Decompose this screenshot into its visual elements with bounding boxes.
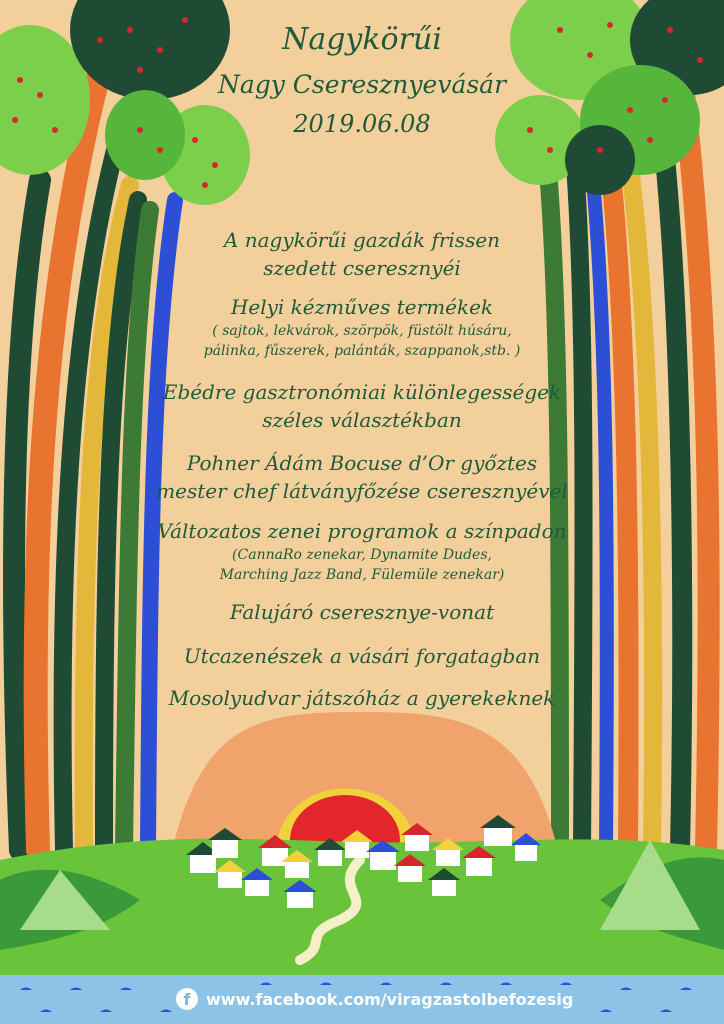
- program-item-detail: (CannaRo zenekar, Dynamite Dudes,: [232, 547, 492, 563]
- program-item-text: Utcazenészek a vásári forgatagban: [183, 644, 541, 668]
- program-item-text: A nagykörűi gazdák frissen: [223, 228, 501, 252]
- program-item-detail: ( sajtok, lekvárok, szörpök, füstölt húsáru,: [212, 323, 512, 339]
- poster-subtitle: Nagy Cseresznyevásár: [217, 70, 507, 99]
- program-item-text: Helyi kézműves termékek: [230, 295, 494, 319]
- program-item-text: Falujáró cseresznye-vonat: [229, 600, 495, 624]
- program-item: [0, 449, 724, 505]
- program-item-text: Mosolyudvar játszóház a gyerekeknek: [168, 686, 556, 710]
- event-date: 2019.06.08: [293, 110, 431, 138]
- program-item-text: Pohner Ádám Bocuse d’Or győztes: [186, 451, 538, 475]
- program-item: [0, 517, 724, 585]
- program-item: [0, 598, 724, 626]
- program-item-text: Ebédre gasztronómiai különlegességek: [162, 380, 562, 404]
- program-item-text-2: mester chef látványfőzése cseresznyével: [156, 479, 568, 503]
- facebook-url: www.facebook.com/viragzastolbefozesig: [206, 989, 574, 1009]
- program-item-text-2: széles választékban: [262, 408, 462, 432]
- program-item-detail: Marching Jazz Band, Fülemüle zenekar): [219, 567, 505, 583]
- program-item-text: Változatos zenei programok a színpadon: [157, 519, 567, 543]
- facebook-icon: f: [176, 988, 198, 1010]
- program-item-text-2: szedett cseresznyéi: [263, 256, 461, 280]
- program-item-detail: pálinka, fűszerek, palánták, szappanok,stb. ): [203, 343, 521, 359]
- poster-title: Nagykörűi: [282, 22, 442, 57]
- facebook-link[interactable]: [176, 986, 573, 1012]
- program-item: [0, 642, 724, 670]
- program-item: [0, 378, 724, 434]
- program-item: [0, 684, 724, 712]
- program-item: [0, 293, 724, 361]
- program-item: [0, 226, 724, 282]
